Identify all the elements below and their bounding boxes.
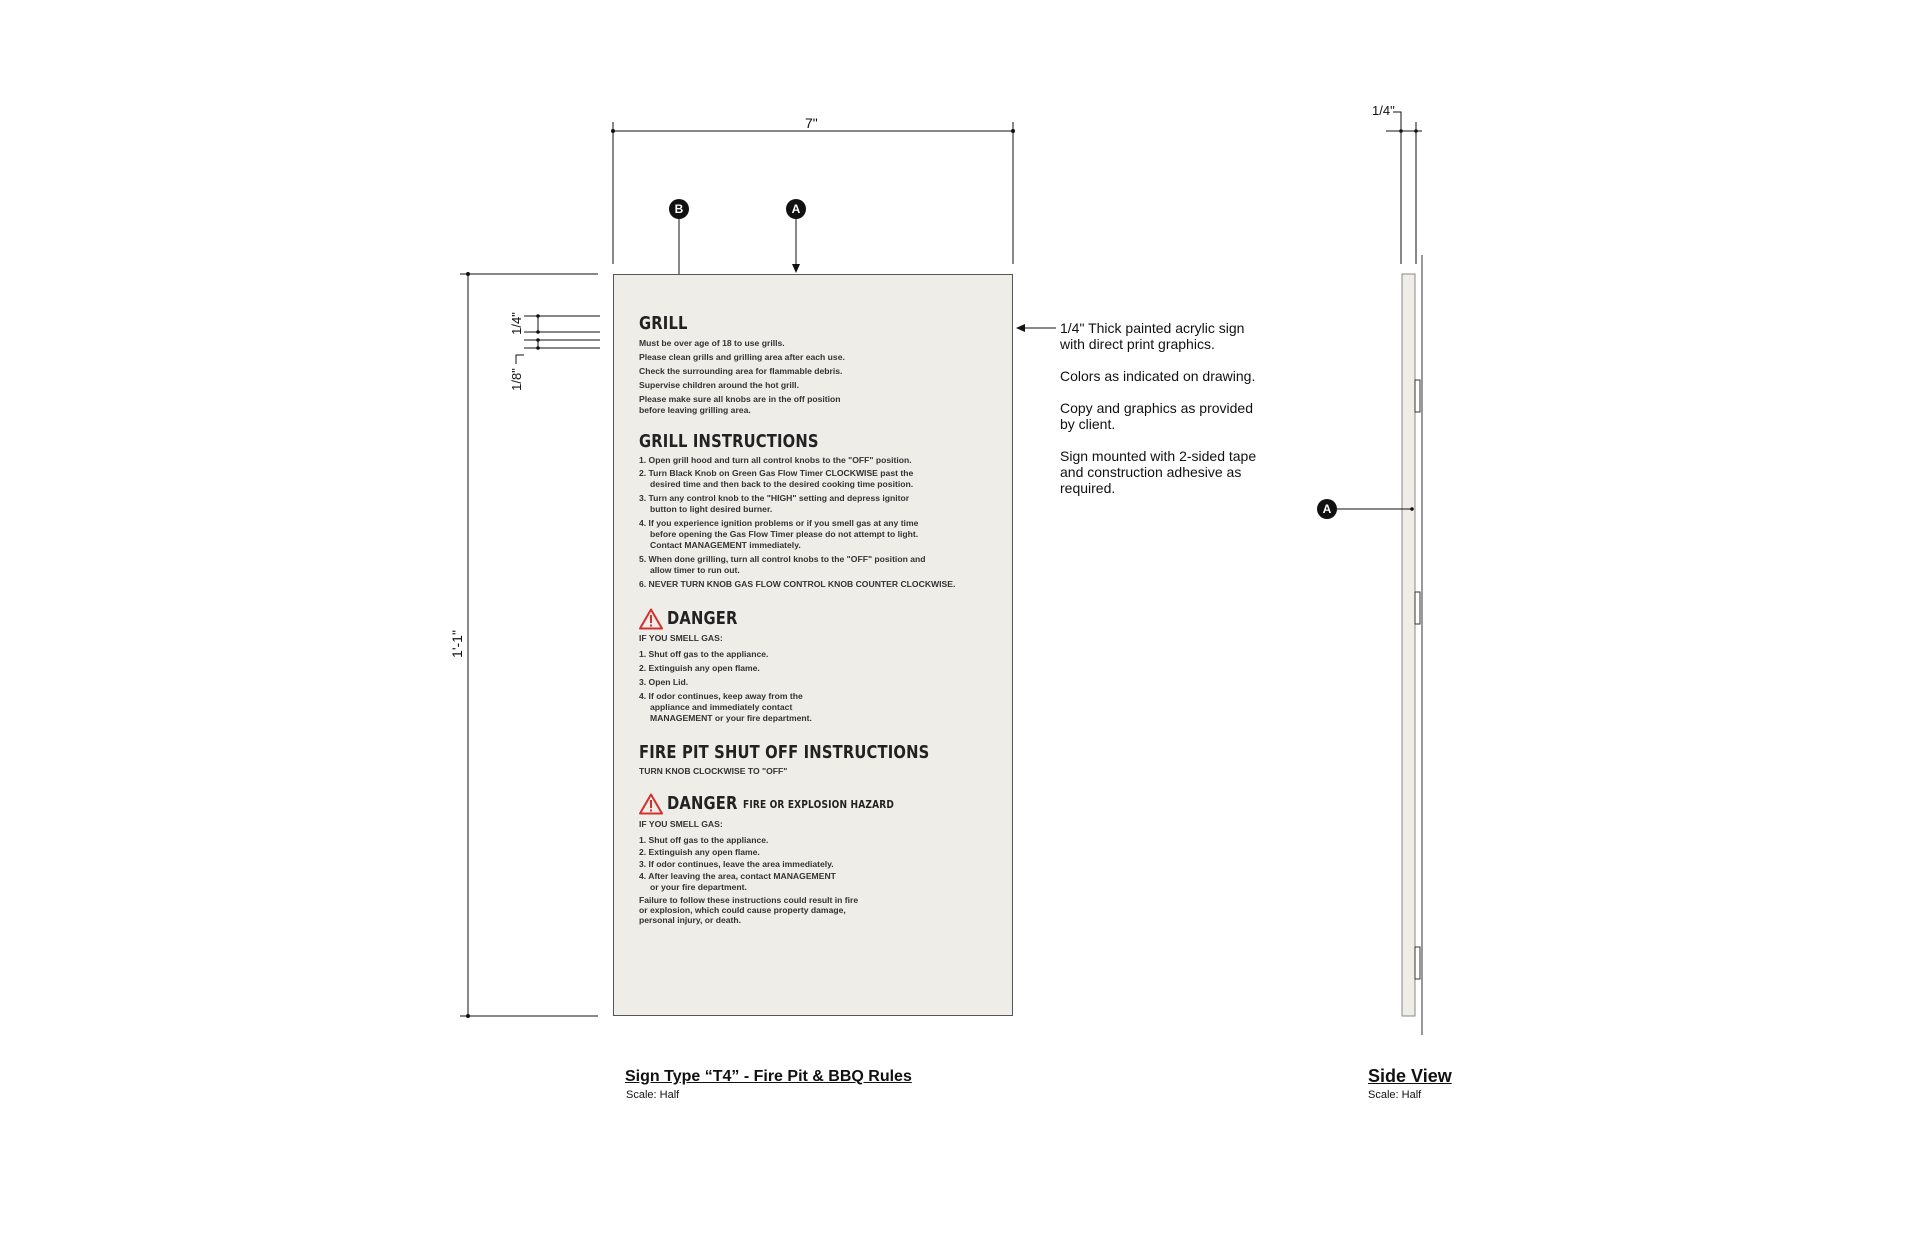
callout-b: B	[669, 199, 689, 219]
callout-a: A	[786, 199, 806, 219]
note-text: Colors as indicated on drawing.	[1060, 368, 1256, 384]
danger-line: 2. Extinguish any open flame.	[639, 847, 760, 857]
danger-subheading: FIRE OR EXPLOSION HAZARD	[743, 798, 895, 811]
danger-heading-row	[639, 608, 1004, 630]
danger-line: MANAGEMENT or your fire department.	[650, 713, 812, 723]
instruction-line: 4. If you experience ignition problems or if you smell gas at any time	[639, 518, 919, 528]
grill-line: Please clean grills and grilling area after each use.	[639, 352, 845, 362]
warning-triangle-icon	[639, 608, 663, 630]
danger-line: 3. If odor continues, leave the area immediately.	[639, 859, 834, 869]
sign-content	[639, 313, 1004, 925]
fire-pit-line: TURN KNOB CLOCKWISE TO "OFF"	[639, 766, 788, 776]
danger-line: 4. If odor continues, keep away from the	[639, 691, 803, 701]
instruction-line: allow timer to run out.	[650, 565, 740, 575]
note-text: required.	[1060, 480, 1116, 496]
instruction-line: 1. Open grill hood and turn all control knobs to the "OFF" position.	[639, 455, 912, 465]
instruction-line: desired time and then back to the desired cooking time position.	[650, 479, 914, 489]
note-mounting	[1060, 448, 1290, 496]
danger-line: 1. Shut off gas to the appliance.	[639, 835, 769, 845]
side-view-title: Side View	[1368, 1066, 1452, 1086]
warning-triangle-icon	[639, 793, 663, 815]
note-text: 1/4" Thick painted acrylic sign	[1060, 320, 1245, 336]
height-dimension-label: 1'-1"	[448, 630, 465, 658]
fire-pit-heading: FIRE PIT SHUT OFF INSTRUCTIONS	[639, 742, 930, 763]
side-view-scale: Scale: Half	[1368, 1089, 1422, 1101]
danger-warning-text: personal injury, or death.	[639, 915, 742, 925]
danger-line: 3. Open Lid.	[639, 677, 689, 687]
instruction-line: 2. Turn Black Knob on Green Gas Flow Timer CLOCKWISE past the	[639, 468, 914, 478]
note-material	[1060, 320, 1290, 352]
grill-line: Supervise children around the hot grill.	[639, 380, 799, 390]
instruction-line: 6. NEVER TURN KNOB GAS FLOW CONTROL KNOB COUNTER CLOCKWISE.	[639, 579, 956, 589]
sign-panel	[613, 274, 1013, 1016]
grill-heading: GRILL	[639, 313, 688, 334]
spec-notes	[1060, 320, 1290, 512]
side-thickness-label: 1/4"	[1372, 103, 1395, 118]
note-text: with direct print graphics.	[1060, 336, 1215, 352]
instruction-line: Contact MANAGEMENT immediately.	[650, 540, 801, 550]
front-view-scale: Scale: Half	[626, 1089, 680, 1101]
front-view-title: Sign Type “T4” - Fire Pit & BBQ Rules	[625, 1068, 912, 1085]
grill-line: Please make sure all knobs are in the off position	[639, 394, 841, 404]
grill-line: Check the surrounding area for flammable debris.	[639, 366, 843, 376]
danger-line: 2. Extinguish any open flame.	[639, 663, 760, 673]
danger-warning-text: Failure to follow these instructions could result in fire	[639, 895, 859, 905]
danger-lead: IF YOU SMELL GAS:	[639, 633, 723, 643]
instruction-line: button to light desired burner.	[650, 504, 773, 514]
note-colors	[1060, 368, 1290, 384]
note-text: by client.	[1060, 416, 1116, 432]
danger-line: appliance and immediately contact	[650, 702, 793, 712]
danger-lead: IF YOU SMELL GAS:	[639, 819, 723, 829]
side-callout-a: A	[1317, 499, 1337, 519]
instruction-line: before opening the Gas Flow Timer please do not attempt to light.	[650, 529, 919, 539]
margin-quarter-label: 1/4"	[508, 312, 524, 335]
width-dimension-label: 7"	[805, 115, 818, 131]
note-text: Copy and graphics as provided	[1060, 400, 1254, 416]
danger-heading: DANGER	[667, 608, 738, 629]
note-copy	[1060, 400, 1290, 432]
grill-line: before leaving grilling area.	[639, 405, 751, 415]
danger-line: 1. Shut off gas to the appliance.	[639, 649, 769, 659]
instruction-line: 3. Turn any control knob to the "HIGH" setting and depress ignitor	[639, 493, 910, 503]
danger-hazard-heading-row	[639, 791, 1004, 816]
danger-warning-text: or explosion, which could cause property damage,	[639, 905, 846, 915]
danger-line: 4. After leaving the area, contact MANAGEMENT	[639, 871, 836, 881]
grill-line: Must be over age of 18 to use grills.	[639, 338, 785, 348]
danger-line: or your fire department.	[650, 882, 747, 892]
note-text: Sign mounted with 2-sided tape	[1060, 448, 1257, 464]
grill-instructions-heading: GRILL INSTRUCTIONS	[639, 431, 819, 452]
danger-heading: DANGER	[667, 792, 738, 814]
instruction-line: 5. When done grilling, turn all control knobs to the "OFF" position and	[639, 554, 926, 564]
note-text: and construction adhesive as	[1060, 464, 1242, 480]
margin-eighth-label: 1/8"	[508, 368, 524, 391]
